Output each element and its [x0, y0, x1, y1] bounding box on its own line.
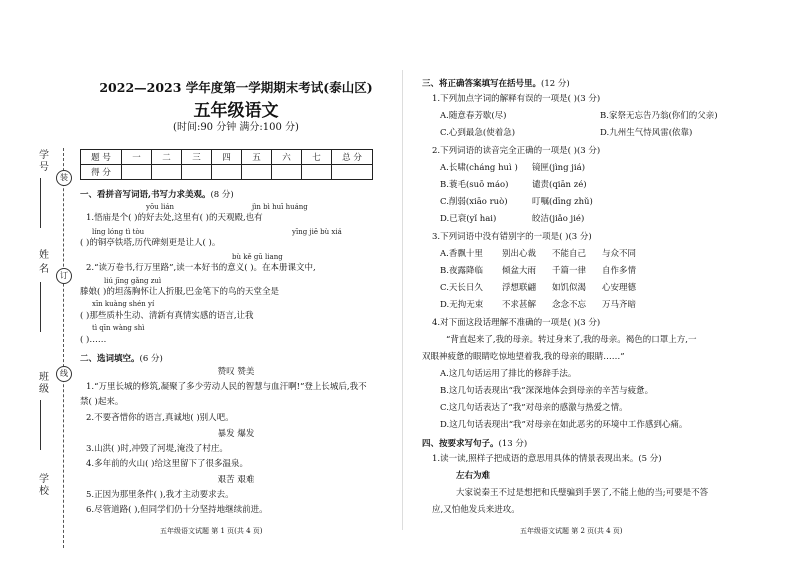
- choice-3-a-4: 与众不同: [602, 249, 637, 259]
- idiom-title: 左右为难: [456, 471, 491, 481]
- section-1-title: [80, 188, 234, 200]
- word-choice-3: 艰苦 艰难: [217, 475, 255, 485]
- choice-2-option-d-word2: 皎洁(jiǎo jié): [532, 214, 585, 224]
- choice-3-b-2: 倾盆大雨: [502, 266, 537, 276]
- exam-year-title: 2022—2023 学年度第一学期期末考试(泰山区): [99, 80, 373, 95]
- score-cell: 七: [302, 150, 332, 165]
- score-input-cell[interactable]: [272, 165, 302, 180]
- choice-3-d-2: 不求甚解: [502, 300, 537, 310]
- story-line-2: 应,又怕他发兵来进攻。: [432, 505, 520, 515]
- binding-label-xue2: 学: [39, 474, 49, 485]
- section-2-points: (6 分): [139, 354, 163, 364]
- binding-label-xiao: 校: [39, 486, 49, 497]
- binding-dot-ding: 订: [56, 268, 72, 284]
- choice-question-1: 1.下列加点字词的解释有误的一项是( )(3 分): [432, 94, 601, 104]
- binding-label-ban: 班: [39, 372, 49, 383]
- pinyin-xinkuangshenyi: xīn kuàng shén yí: [92, 300, 155, 308]
- score-input-cell[interactable]: [302, 165, 332, 180]
- exam-time-score-info: (时间:90 分钟 满分:100 分): [173, 122, 299, 133]
- fill-question-6: 6.尽管道路( ),但同学们仍十分坚持地继续前进。: [86, 505, 268, 515]
- score-cell: 四: [212, 150, 242, 165]
- choice-2-option-b-word1: B.蓑毛(suō máo): [440, 180, 509, 190]
- choice-3-b-1: B.夜露降临: [440, 266, 483, 276]
- choice-1-option-d: D.九州生气恃风雷(依靠): [600, 128, 693, 138]
- pinyin-liujinggangzui: liú jīng gǎng zuì: [104, 277, 162, 285]
- binding-dot-zhuang: 装: [56, 170, 72, 186]
- choice-4-option-a: A.这几句话运用了排比的修辞手法。: [440, 369, 577, 379]
- section-3-title: [422, 77, 570, 89]
- choice-question-3: 3.下列词语中没有错别字的一项是( )(3 分): [432, 232, 592, 242]
- section-3-points: (12 分): [541, 79, 570, 89]
- question-2-line-1: 2.“读万卷书,行万里路”,读一本好书的意义( )。在本册课文中,: [86, 263, 316, 273]
- choice-3-a-2: 别出心裁: [502, 249, 537, 259]
- exam-subject-title: 五年级语文: [193, 101, 279, 121]
- score-table: [80, 149, 373, 180]
- score-cell: 二: [152, 150, 182, 165]
- choice-2-option-a-word2: 镜匣(jìng jiá): [532, 163, 586, 173]
- score-cell: 五: [242, 150, 272, 165]
- choice-2-option-c-word1: C.削弱(xiāo ruò): [440, 197, 508, 207]
- choice-1-option-c: C.心到最急(使着急): [440, 128, 516, 138]
- pinyin-linglongtitou: líng lóng tì tòu: [92, 228, 145, 236]
- binding-label-hao: 号: [39, 162, 49, 173]
- choice-3-a-3: 不能自己: [552, 249, 587, 259]
- section-4-points: (13 分): [498, 439, 528, 449]
- page-2-footer: 五年级语文试题 第 2 页(共 4 页): [520, 527, 623, 535]
- binding-label-ming: 名: [39, 264, 49, 275]
- choice-2-option-d-word1: D.已衰(yǐ hai): [440, 214, 497, 224]
- choice-3-d-3: 念念不忘: [552, 300, 587, 310]
- fill-question-2: 2.不要吝惜你的语言,真诚地( )别人吧。: [86, 413, 234, 423]
- choice-3-c-4: 心安理德: [602, 283, 637, 293]
- fill-question-3: 3.山洪( )时,冲毁了河堤,淹没了村庄。: [86, 444, 228, 454]
- choice-question-2: 2.下列词语的读音完全正确的一项是( )(3 分): [432, 146, 601, 156]
- binding-label-xue: 学: [39, 150, 49, 161]
- binding-dot-xian: 线: [56, 366, 72, 382]
- score-cell: 得 分: [81, 165, 122, 180]
- score-input-cell[interactable]: [182, 165, 212, 180]
- choice-3-c-3: 如饥似渴: [552, 283, 587, 293]
- choice-1-option-a: A.随意春芳歇(尽): [440, 111, 507, 121]
- score-cell: 题 号: [81, 150, 122, 165]
- word-choice-1: 赞叹 赞美: [217, 367, 255, 377]
- score-cell: 三: [182, 150, 212, 165]
- binding-dashed-line: [63, 148, 64, 548]
- score-input-cell[interactable]: [212, 165, 242, 180]
- section-3-title-text: 三、将正确答案填写在括号里。: [422, 79, 542, 89]
- quote-line-2: 双眼神疲惫的眼睛吃惊地望着我,我的母亲的眼睛……”: [422, 352, 625, 362]
- score-table-score-row: [81, 165, 373, 180]
- section-1-title-text: 一、看拼音写词语,书写力求美观。: [80, 190, 211, 200]
- score-cell: 一: [122, 150, 152, 165]
- choice-3-d-1: D.无拘无束: [440, 300, 484, 310]
- binding-strip: [0, 0, 72, 561]
- page-divider: [402, 70, 403, 530]
- binding-label-xing: 姓: [39, 250, 49, 261]
- choice-4-option-b: B.这几句话表现出“我”深深地体会到母亲的辛苦与疲惫。: [440, 386, 654, 396]
- fill-question-1: 1.“万里长城的修筑,凝聚了多少劳动人民的智慧与血汗啊!”登上长城后,我不: [86, 382, 367, 392]
- page-1-footer: 五年级语文试题 第 1 页(共 4 页): [160, 527, 263, 535]
- quote-line-1: “背直起来了,我的母亲。转过身来了,我的母亲。褐色的口罩上方,一: [446, 335, 697, 345]
- choice-3-a-1: A.香飘十里: [440, 249, 483, 259]
- choice-4-option-d: D.这几句话表现出“我”对母亲在如此恶劣的环境中工作感到心痛。: [440, 420, 688, 430]
- fill-question-1-cont: 禁( )起来。: [80, 397, 124, 407]
- section-2-title-text: 二、选词填空。: [80, 354, 140, 364]
- choice-3-b-3: 千篇一律: [552, 266, 587, 276]
- choice-3-d-4: 万马齐暗: [602, 300, 637, 310]
- story-line-1: 大家说秦王不过是想把和氏璧骗到手罢了,不能上他的当;可要是不答: [456, 488, 709, 498]
- sentence-question-1: 1.读一读,照样子把成语的意思用具体的情景表现出来。(5 分): [432, 454, 662, 464]
- choice-1-option-b: B.家祭无忘告乃翁(你们的父亲): [600, 111, 718, 121]
- score-input-cell[interactable]: [152, 165, 182, 180]
- choice-4-option-c: C.这几句话表达了“我”对母亲的感激与热爱之情。: [440, 403, 628, 413]
- score-input-cell[interactable]: [332, 165, 373, 180]
- section-4-title: [422, 437, 527, 449]
- score-input-cell[interactable]: [242, 165, 272, 180]
- pinyin-youlian: yōu lián: [146, 203, 175, 211]
- pinyin-yingjiebuxia: yīng jiē bù xiá: [292, 228, 342, 236]
- choice-2-option-b-word2: 谴责(qiān zé): [532, 180, 587, 190]
- word-choice-2: 暴发 爆发: [217, 429, 255, 439]
- choice-2-option-a-word1: A.长啸(cháng huì ): [440, 163, 518, 173]
- choice-2-option-c-word2: 叮嘱(dīng zhǔ): [532, 197, 593, 207]
- question-2-line-4: ( )……: [80, 335, 107, 345]
- section-2-title: [80, 352, 163, 364]
- section-1-points: (8 分): [210, 190, 234, 200]
- binding-write-line: [40, 178, 41, 228]
- choice-3-c-2: 浮想联翩: [502, 283, 537, 293]
- pinyin-jinbihuihuang: jìn bì huī huáng: [252, 203, 308, 211]
- choice-question-4: 4.对下面这段话理解不准确的一项是( )(3 分): [432, 318, 601, 328]
- fill-question-4: 4.多年前的火山( )给这里留下了很多温泉。: [86, 459, 248, 469]
- choice-3-b-4: 自作多情: [602, 266, 637, 276]
- score-cell: 六: [272, 150, 302, 165]
- score-input-cell[interactable]: [122, 165, 152, 180]
- binding-write-line: [40, 282, 41, 332]
- score-cell: 总 分: [332, 150, 373, 165]
- question-2-line-3: ( )那些质朴生动、清新有真情实感的语言,让我: [80, 311, 254, 321]
- question-1-line-2: ( )的铜亭铁塔,历代碑刻更是让人( )。: [80, 238, 221, 248]
- pinyin-tiqinwangshi: tì qīn wàng shì: [92, 324, 145, 332]
- choice-3-c-1: C.天长日久: [440, 283, 483, 293]
- binding-label-ji: 级: [39, 384, 49, 395]
- score-table-header-row: [81, 150, 373, 165]
- pinyin-bukeguliang: bù kě gū liang: [232, 253, 283, 261]
- section-4-title-text: 四、按要求写句子。: [422, 439, 499, 449]
- fill-question-5: 5.正因为那里条件( ),我才主动要求去。: [86, 490, 234, 500]
- question-1-line-1: 1.悟庙是个( )的好去处,这里有( )的天观殿,也有: [86, 213, 263, 223]
- question-2-line-2: 滕娘( )的坦荡胸怀让人折服,巴金笔下的鸟的天堂全是: [80, 287, 280, 297]
- binding-write-line: [40, 400, 41, 450]
